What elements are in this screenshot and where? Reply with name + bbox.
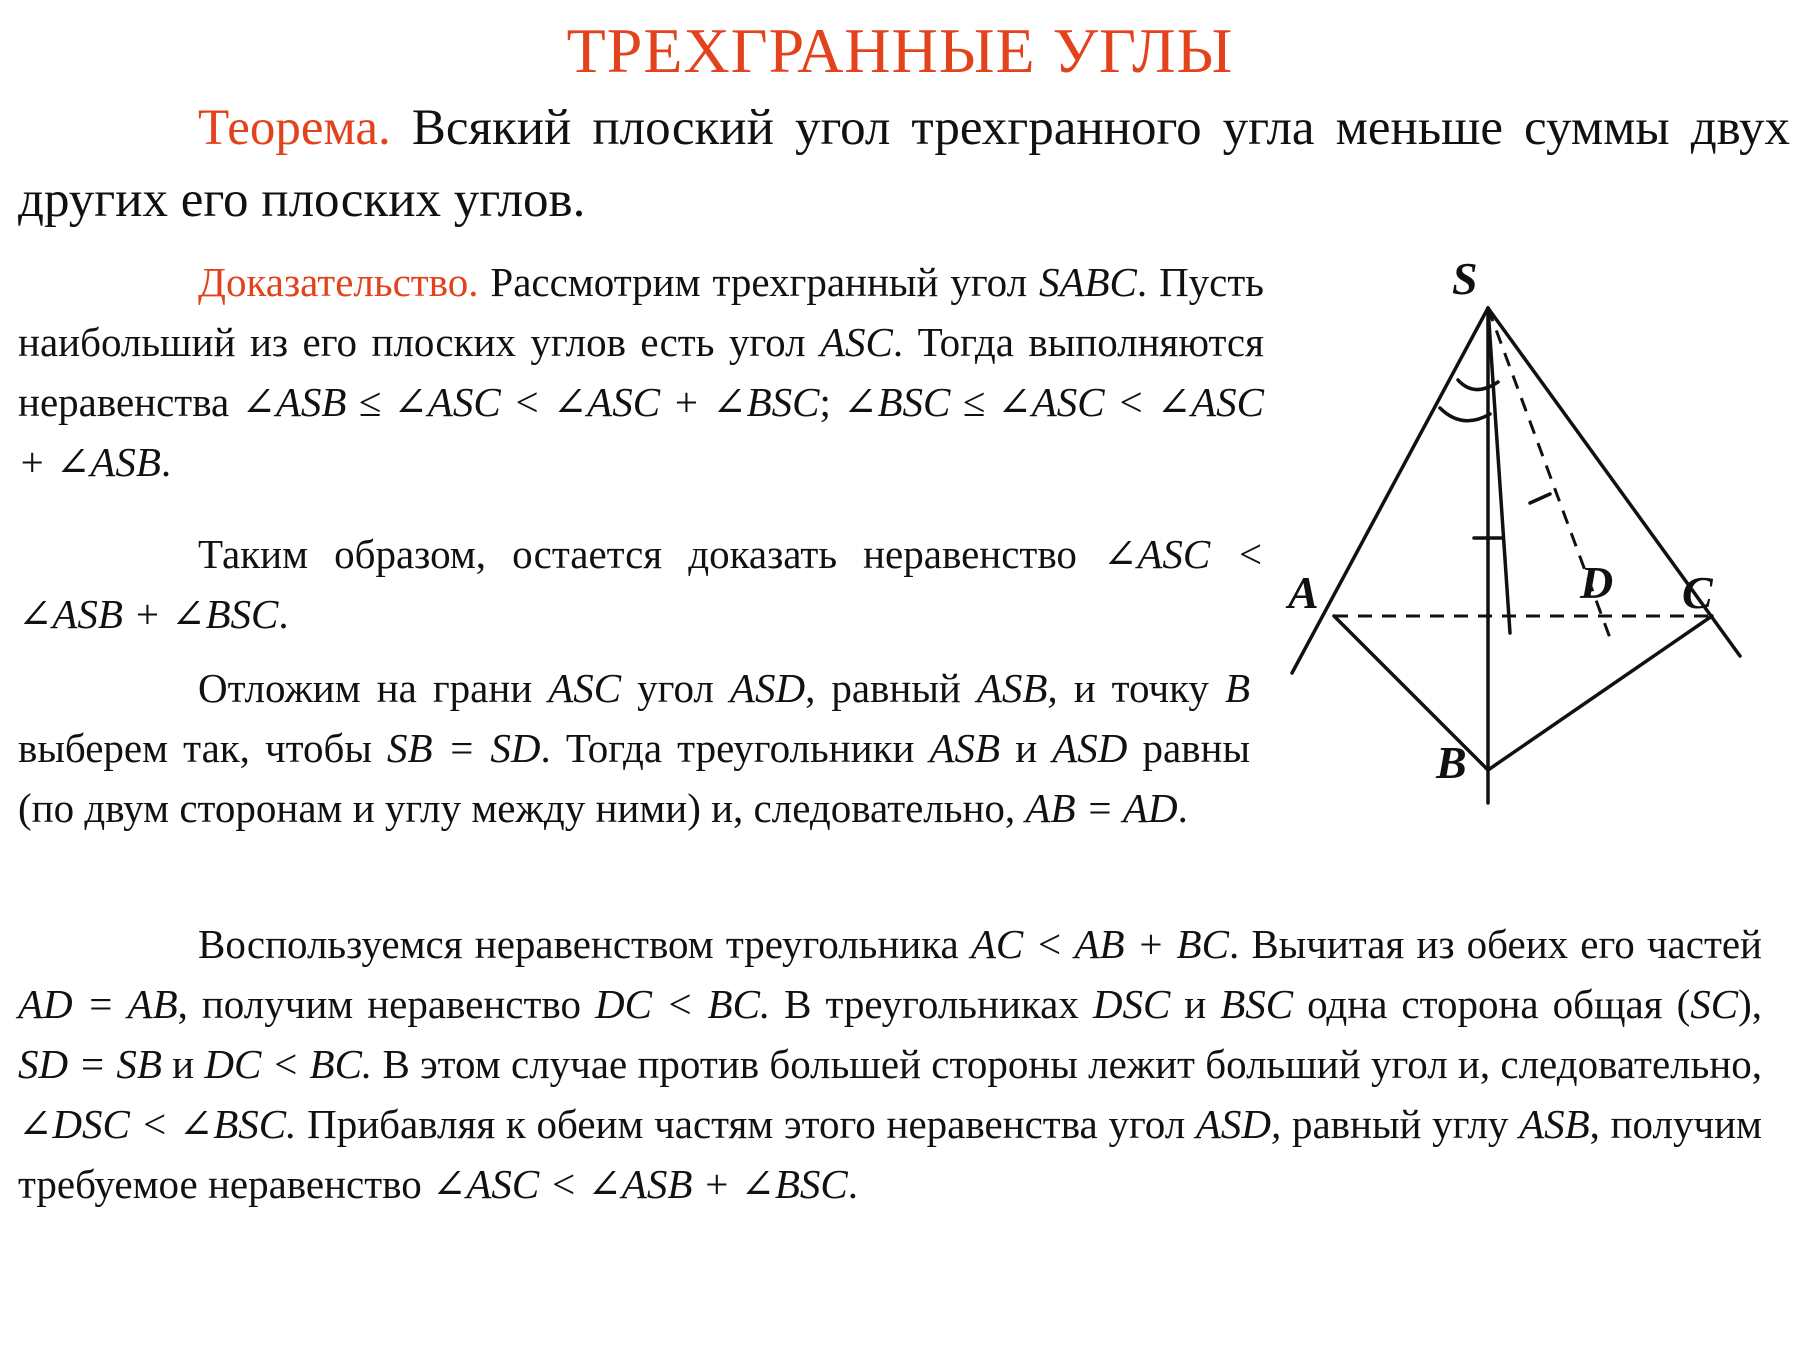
- label-b: B: [1436, 737, 1467, 788]
- angle-arc-asd: [1440, 408, 1490, 421]
- math: DSC: [1092, 981, 1171, 1027]
- text: угол: [621, 665, 730, 711]
- text: В этом случае против большей стороны лежит больший угол и, следовательно,: [372, 1041, 1762, 1087]
- text: ;: [819, 379, 844, 425]
- trihedral-angle-diagram: [1278, 258, 1798, 818]
- text: . Тогда треугольники: [540, 725, 930, 771]
- text: , получим неравенство: [177, 981, 595, 1027]
- math: ∠DSC < ∠BSC.: [18, 1101, 297, 1147]
- math: ∠BSC ≤ ∠ASC < ∠ASC + ∠ASB: [18, 379, 1264, 485]
- math: AB = AD: [1025, 785, 1178, 831]
- theorem-text: Всякий плоский угол трехгранного угла меньше суммы двух других его плоских углов.: [18, 100, 1790, 228]
- label-s: S: [1452, 258, 1478, 304]
- math: DC < BC.: [204, 1041, 373, 1087]
- math: B: [1224, 665, 1250, 711]
- text: . Вычитая из обеих его частей: [1228, 921, 1762, 967]
- text: .: [847, 1161, 859, 1207]
- math: SC: [1690, 981, 1739, 1027]
- label-d: D: [1580, 557, 1614, 608]
- math: SABC: [1038, 259, 1137, 305]
- math: ASB,: [976, 665, 1058, 711]
- proof-label: Доказательство.: [198, 259, 479, 305]
- text: В треугольниках: [770, 981, 1093, 1027]
- proof-paragraph-1: [18, 252, 1264, 492]
- text: . Пусть наибольший из его плоских углов есть угол: [18, 259, 1264, 365]
- math: ASC: [548, 665, 622, 711]
- math: ∠ASC < ∠ASB + ∠BSC: [18, 531, 1264, 637]
- math: ∠ASB ≤ ∠ASC < ∠ASC + ∠BSC: [241, 379, 820, 425]
- math: AD = AB: [18, 981, 178, 1027]
- math: ASD,: [1195, 1101, 1282, 1147]
- text: Рассмотрим трехгранный угол: [478, 259, 1039, 305]
- text: . Тогда выполняются неравенства: [18, 319, 1264, 425]
- text: и: [1000, 725, 1053, 771]
- label-a: A: [1288, 567, 1319, 618]
- theorem-paragraph: [18, 92, 1790, 236]
- math: ASD: [1052, 725, 1128, 771]
- text: Прибавляя к обеим частям этого неравенства угол: [296, 1101, 1196, 1147]
- text: Воспользуемся неравенством треугольника: [198, 921, 971, 967]
- math: ASB: [1519, 1101, 1590, 1147]
- math: SB = SD: [387, 725, 541, 771]
- segment-bc: [1488, 616, 1712, 770]
- text: Отложим на грани: [198, 665, 549, 711]
- page-title: ТРЕХГРАННЫЕ УГЛЫ: [566, 15, 1234, 86]
- math: SD = SB: [18, 1041, 162, 1087]
- text: , равный: [805, 665, 977, 711]
- math: ASC: [820, 319, 893, 365]
- text: равный углу: [1281, 1101, 1520, 1147]
- text: выберем так, чтобы: [18, 725, 387, 771]
- text: равны (по двум сторонам и углу между ними) и, следовательно,: [18, 725, 1250, 831]
- text: и точку: [1057, 665, 1225, 711]
- proof-paragraph-4: [18, 914, 1762, 1214]
- text: одна сторона общая (: [1293, 981, 1691, 1027]
- math: DC < BC.: [594, 981, 771, 1027]
- edge-sa: [1292, 308, 1488, 673]
- math: BSC: [1220, 981, 1294, 1027]
- proof-paragraph-3: [18, 658, 1250, 838]
- text: .: [1177, 785, 1188, 831]
- math: ∠ASC < ∠ASB + ∠BSC: [432, 1161, 848, 1207]
- label-c: C: [1682, 567, 1713, 618]
- text: Таким образом, остается доказать неравенство: [198, 531, 1103, 577]
- text: и: [1170, 981, 1221, 1027]
- proof-paragraph-2: [18, 524, 1264, 644]
- text: .: [278, 591, 289, 637]
- tick-mark-sd: [1530, 494, 1550, 503]
- math: ASB: [929, 725, 1001, 771]
- math: ASD: [729, 665, 806, 711]
- math: AC < AB + BC: [970, 921, 1229, 967]
- text: , получим требуемое неравенство: [18, 1101, 1762, 1207]
- text: и: [161, 1041, 205, 1087]
- theorem-label: Теорема.: [198, 100, 391, 156]
- text: .: [160, 439, 172, 485]
- text: ),: [1738, 981, 1762, 1027]
